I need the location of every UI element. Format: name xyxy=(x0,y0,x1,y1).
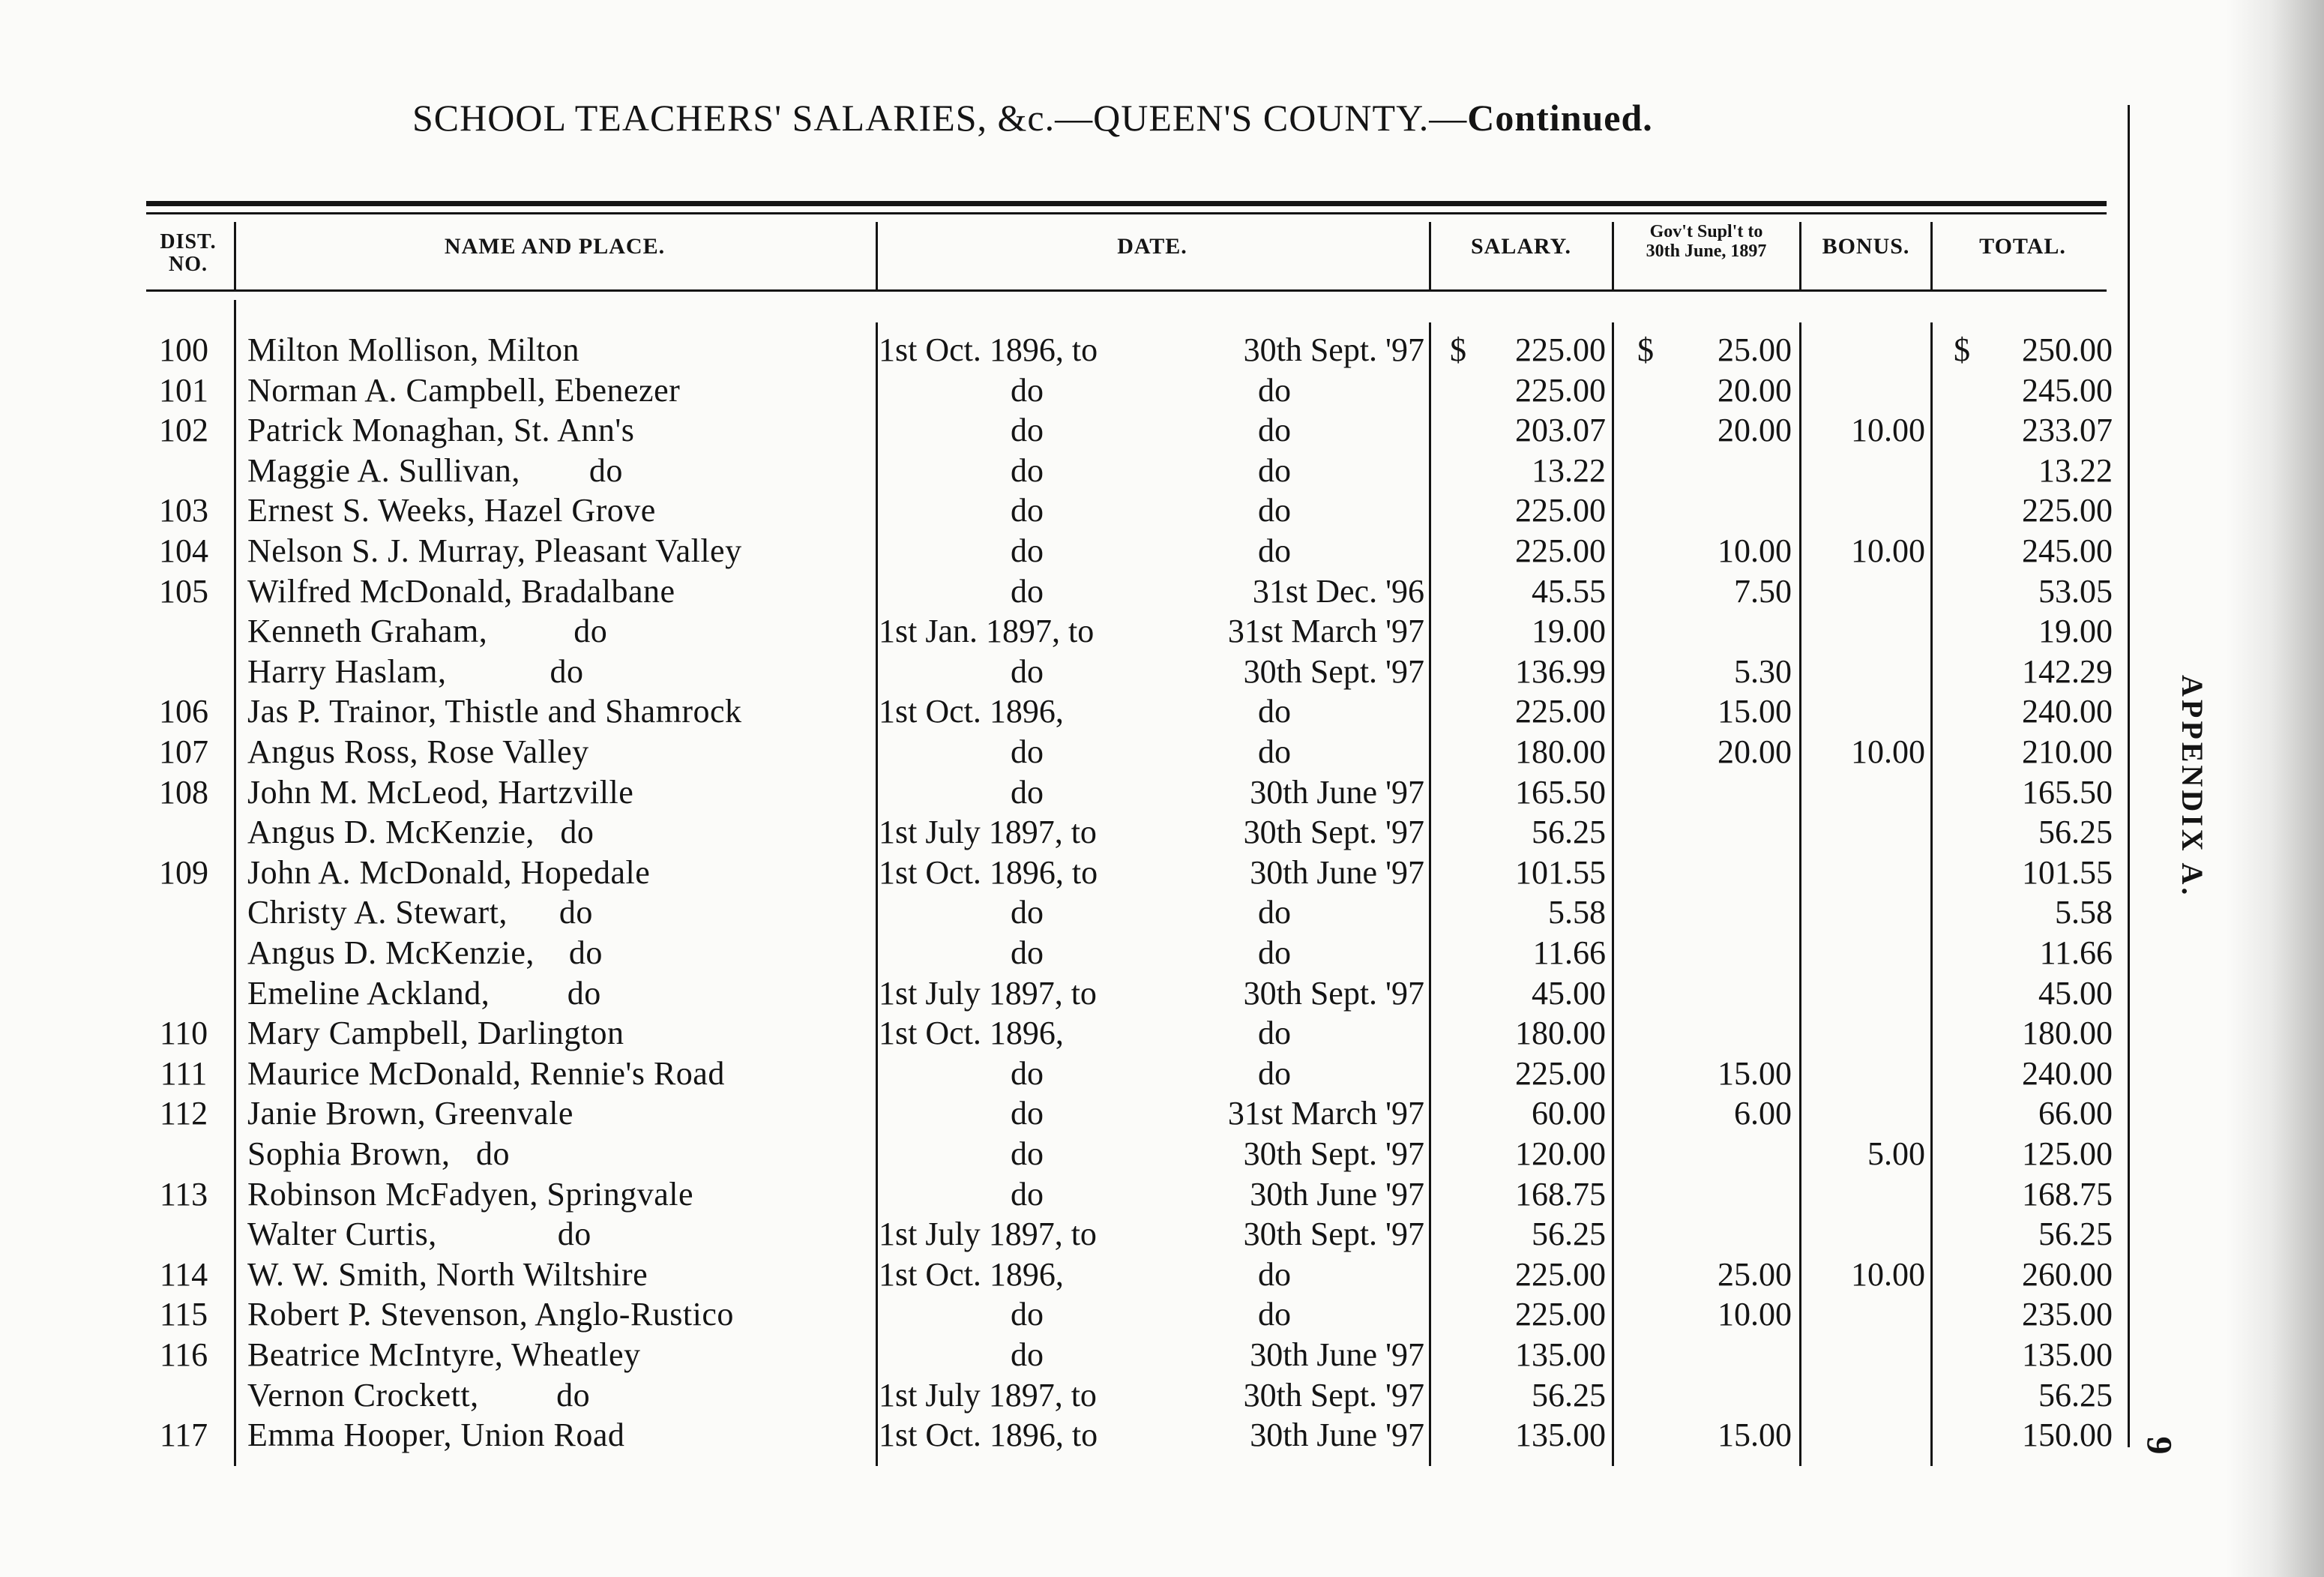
dist-no-cell xyxy=(146,611,221,652)
bonus-cell xyxy=(1799,451,1925,491)
table-row xyxy=(0,611,2324,652)
header-gov-line1: Gov't Supl't to xyxy=(1649,222,1763,241)
table-row xyxy=(0,410,2324,451)
total-cell: 245.00 xyxy=(2022,532,2113,569)
salary-cell: 225.00 xyxy=(1515,1256,1606,1293)
salary-cell: 225.00 xyxy=(1515,532,1606,569)
date-end-cell: 30th Sept. '97 xyxy=(1243,814,1424,850)
name-place-cell: Angus D. McKenzie, do xyxy=(247,814,594,850)
table-row xyxy=(0,370,2324,411)
dist-no-cell xyxy=(146,1214,221,1255)
name-place-cell: Robinson McFadyen, Springvale xyxy=(247,1176,694,1213)
name-place-cell: Walter Curtis, do xyxy=(247,1216,591,1252)
date-end-cell: 30th Sept. '97 xyxy=(1243,653,1424,690)
header-dist-line2: NO. xyxy=(169,253,208,276)
date-start-cell: do xyxy=(1011,1055,1044,1092)
header-bonus: BONUS. xyxy=(1822,234,1910,259)
bonus-cell xyxy=(1799,1174,1925,1215)
salary-cell: 168.75 xyxy=(1515,1176,1606,1213)
gov-suppl-cell xyxy=(1612,451,1792,491)
salary-cell: 203.07 xyxy=(1515,412,1606,448)
gov-suppl-cell xyxy=(1612,1174,1792,1215)
total-cell: 125.00 xyxy=(2022,1135,2113,1172)
salary-cell: 225.00 xyxy=(1515,492,1606,529)
date-end-cell: 30th June '97 xyxy=(1250,854,1424,891)
total-cell: 240.00 xyxy=(2022,1055,2113,1092)
table-row xyxy=(0,1375,2324,1416)
date-end-cell: do xyxy=(1258,1296,1291,1333)
top-rule-thick xyxy=(146,201,2107,206)
bonus-cell: 5.00 xyxy=(1867,1135,1925,1172)
date-end-cell: do xyxy=(1258,693,1291,730)
date-end-cell: do xyxy=(1258,492,1291,529)
date-end-cell: do xyxy=(1258,532,1291,569)
name-place-cell: John A. McDonald, Hopedale xyxy=(247,854,651,891)
salary-cell: 135.00 xyxy=(1515,1336,1606,1373)
gov-suppl-cell xyxy=(1612,973,1792,1014)
name-place-cell: Maggie A. Sullivan, do xyxy=(247,452,623,489)
gov-suppl-cell: 15.00 xyxy=(1718,693,1792,730)
bonus-cell xyxy=(1799,571,1925,612)
bonus-cell xyxy=(1799,772,1925,813)
currency-total: $ xyxy=(1954,331,1970,368)
date-end-cell: do xyxy=(1258,934,1291,971)
dist-no-cell: 117 xyxy=(159,1417,208,1453)
header-name-place: NAME AND PLACE. xyxy=(444,234,666,259)
date-end-cell: do xyxy=(1258,733,1291,770)
table-row xyxy=(0,1134,2324,1174)
total-cell: 135.00 xyxy=(2022,1336,2113,1373)
bonus-cell: 10.00 xyxy=(1851,733,1925,770)
header-gov-line2: 30th June, 1897 xyxy=(1646,241,1767,261)
salary-cell: 60.00 xyxy=(1532,1095,1606,1132)
gov-suppl-cell xyxy=(1612,772,1792,813)
gov-suppl-cell xyxy=(1612,933,1792,973)
bonus-cell xyxy=(1799,611,1925,652)
table-row xyxy=(0,853,2324,893)
dist-no-cell: 112 xyxy=(159,1095,208,1132)
salary-cell: 180.00 xyxy=(1515,733,1606,770)
date-start-cell: 1st Oct. 1896, to xyxy=(879,1417,1098,1453)
table-row xyxy=(0,691,2324,732)
total-cell: 260.00 xyxy=(2022,1256,2113,1293)
name-place-cell: John M. McLeod, Hartzville xyxy=(247,774,634,811)
total-cell: 233.07 xyxy=(2022,412,2113,448)
gov-suppl-cell xyxy=(1612,812,1792,853)
table-row xyxy=(0,1093,2324,1134)
date-end-cell: do xyxy=(1258,372,1291,409)
date-start-cell: do xyxy=(1011,412,1044,448)
date-start-cell: do xyxy=(1011,894,1044,931)
name-place-cell: Janie Brown, Greenvale xyxy=(247,1095,574,1132)
name-place-cell: Sophia Brown, do xyxy=(247,1135,510,1172)
date-start-cell: 1st Oct. 1896, to xyxy=(879,854,1098,891)
date-end-cell: do xyxy=(1258,894,1291,931)
name-place-cell: Robert P. Stevenson, Anglo-Rustico xyxy=(247,1296,734,1333)
salary-cell: 56.25 xyxy=(1532,1377,1606,1414)
date-start-cell: do xyxy=(1011,532,1044,569)
date-start-cell: do xyxy=(1011,653,1044,690)
salary-cell: 45.00 xyxy=(1532,975,1606,1012)
dist-no-cell: 108 xyxy=(159,774,208,811)
dist-no-cell xyxy=(146,451,221,491)
date-end-cell: do xyxy=(1258,1256,1291,1293)
header-bottom-rule xyxy=(146,289,2107,292)
dist-no-cell: 100 xyxy=(159,331,208,368)
bonus-cell xyxy=(1799,1054,1925,1094)
total-cell: 150.00 xyxy=(2022,1417,2113,1453)
table-row xyxy=(0,571,2324,612)
salary-cell: 45.55 xyxy=(1532,573,1606,610)
bonus-cell: 10.00 xyxy=(1851,412,1925,448)
date-end-cell: do xyxy=(1258,1015,1291,1051)
name-place-cell: Vernon Crockett, do xyxy=(247,1377,591,1414)
gov-suppl-cell: 10.00 xyxy=(1718,532,1792,569)
date-end-cell: 30th June '97 xyxy=(1250,1417,1424,1453)
date-end-cell: 31st Dec. '96 xyxy=(1252,573,1424,610)
dist-no-cell: 113 xyxy=(159,1176,208,1213)
table-row xyxy=(0,812,2324,853)
dist-no-cell: 107 xyxy=(159,733,208,770)
total-cell: 180.00 xyxy=(2022,1015,2113,1051)
gov-suppl-cell xyxy=(1612,1134,1792,1174)
total-cell: 165.50 xyxy=(2022,774,2113,811)
dist-no-cell: 105 xyxy=(159,573,208,610)
bonus-cell xyxy=(1799,933,1925,973)
date-end-cell: 30th June '97 xyxy=(1250,1336,1424,1373)
gov-suppl-cell xyxy=(1612,1335,1792,1375)
dist-no-cell: 115 xyxy=(159,1296,208,1333)
total-cell: 240.00 xyxy=(2022,693,2113,730)
bonus-cell: 10.00 xyxy=(1851,532,1925,569)
header-date: DATE. xyxy=(1117,234,1187,259)
total-cell: 5.58 xyxy=(2055,894,2113,931)
date-start-cell: do xyxy=(1011,492,1044,529)
dist-no-cell xyxy=(146,933,221,973)
name-place-cell: Kenneth Graham, do xyxy=(247,613,608,649)
dist-no-cell: 116 xyxy=(159,1336,208,1373)
date-start-cell: do xyxy=(1011,1296,1044,1333)
gov-suppl-cell: 15.00 xyxy=(1718,1055,1792,1092)
date-start-cell: do xyxy=(1011,1176,1044,1213)
date-start-cell: 1st July 1897, to xyxy=(879,1377,1097,1414)
page-title xyxy=(412,96,1874,139)
date-start-cell: do xyxy=(1011,934,1044,971)
salary-cell: 225.00 xyxy=(1515,693,1606,730)
table-row xyxy=(0,531,2324,571)
name-place-cell: Emma Hooper, Union Road xyxy=(247,1417,625,1453)
dist-no-cell: 104 xyxy=(159,532,208,569)
bonus-cell xyxy=(1799,1294,1925,1335)
bonus-cell xyxy=(1799,370,1925,411)
total-cell: 13.22 xyxy=(2038,452,2113,489)
total-cell: 235.00 xyxy=(2022,1296,2113,1333)
date-end-cell: 30th Sept. '97 xyxy=(1243,331,1424,368)
total-cell: 101.55 xyxy=(2022,854,2113,891)
gov-suppl-cell xyxy=(1612,853,1792,893)
bonus-cell xyxy=(1799,853,1925,893)
gov-suppl-cell xyxy=(1612,1375,1792,1416)
date-start-cell: 1st Jan. 1897, to xyxy=(879,613,1095,649)
date-start-cell: do xyxy=(1011,372,1044,409)
currency-salary: $ xyxy=(1450,331,1466,368)
salary-cell: 136.99 xyxy=(1515,653,1606,690)
table-row xyxy=(0,1415,2324,1456)
table-row xyxy=(0,1294,2324,1335)
table-row xyxy=(0,892,2324,933)
bonus-cell xyxy=(1799,1214,1925,1255)
salary-cell: 225.00 xyxy=(1515,1055,1606,1092)
date-end-cell: 30th Sept. '97 xyxy=(1243,975,1424,1012)
gov-suppl-cell: 15.00 xyxy=(1718,1417,1792,1453)
table-row xyxy=(0,1054,2324,1094)
dist-no-cell: 101 xyxy=(159,372,208,409)
header-salary: SALARY. xyxy=(1470,234,1572,259)
dist-no-cell: 114 xyxy=(159,1256,208,1293)
bonus-cell xyxy=(1799,1375,1925,1416)
name-place-cell: Emeline Ackland, do xyxy=(247,975,601,1012)
name-place-cell: Beatrice McIntyre, Wheatley xyxy=(247,1336,641,1373)
total-cell: 53.05 xyxy=(2038,573,2113,610)
name-place-cell: Maurice McDonald, Rennie's Road xyxy=(247,1055,725,1092)
gov-suppl-cell xyxy=(1612,611,1792,652)
total-cell: 11.66 xyxy=(2039,934,2113,971)
col-sep-date xyxy=(1429,222,1431,289)
salary-cell: 5.58 xyxy=(1548,894,1606,931)
date-start-cell: do xyxy=(1011,1336,1044,1373)
salary-cell: 56.25 xyxy=(1532,1216,1606,1252)
name-place-cell: Patrick Monaghan, St. Ann's xyxy=(247,412,635,448)
bonus-cell xyxy=(1799,691,1925,732)
date-end-cell: 30th Sept. '97 xyxy=(1243,1377,1424,1414)
total-cell: 250.00 xyxy=(2022,331,2113,368)
salary-cell: 13.22 xyxy=(1532,452,1606,489)
date-start-cell: do xyxy=(1011,774,1044,811)
dist-no-cell xyxy=(146,812,221,853)
salary-cell: 180.00 xyxy=(1515,1015,1606,1051)
date-start-cell: 1st Oct. 1896, xyxy=(879,1256,1064,1293)
date-start-cell: 1st July 1897, to xyxy=(879,975,1097,1012)
gov-suppl-cell: 20.00 xyxy=(1718,372,1792,409)
table-row xyxy=(0,1174,2324,1215)
dist-no-cell: 106 xyxy=(159,693,208,730)
table-row xyxy=(0,652,2324,692)
bonus-cell xyxy=(1799,490,1925,531)
bonus-cell xyxy=(1799,330,1925,370)
name-place-cell: Harry Haslam, do xyxy=(247,653,584,690)
total-cell: 245.00 xyxy=(2022,372,2113,409)
table-row xyxy=(0,1013,2324,1054)
table-row xyxy=(0,490,2324,531)
bonus-cell xyxy=(1799,1093,1925,1134)
gov-suppl-cell: 25.00 xyxy=(1718,331,1792,368)
date-start-cell: do xyxy=(1011,1135,1044,1172)
bonus-cell xyxy=(1799,892,1925,933)
date-start-cell: 1st July 1897, to xyxy=(879,1216,1097,1252)
gov-suppl-cell: 6.00 xyxy=(1734,1095,1792,1132)
total-cell: 56.25 xyxy=(2038,1377,2113,1414)
gov-suppl-cell xyxy=(1612,1214,1792,1255)
page-number: 9 xyxy=(2139,1436,2179,1455)
salary-cell: 101.55 xyxy=(1515,854,1606,891)
gov-suppl-cell: 20.00 xyxy=(1718,412,1792,448)
total-cell: 19.00 xyxy=(2038,613,2113,649)
dist-no-cell: 110 xyxy=(159,1015,208,1051)
bonus-cell xyxy=(1799,812,1925,853)
salary-cell: 225.00 xyxy=(1515,372,1606,409)
total-cell: 168.75 xyxy=(2022,1176,2113,1213)
table-row xyxy=(0,1335,2324,1375)
dist-no-cell: 102 xyxy=(159,412,208,448)
date-end-cell: 31st March '97 xyxy=(1227,1095,1424,1132)
date-end-cell: 30th June '97 xyxy=(1250,1176,1424,1213)
dist-no-cell xyxy=(146,1375,221,1416)
date-start-cell: 1st July 1897, to xyxy=(879,814,1097,850)
date-end-cell: 30th Sept. '97 xyxy=(1243,1135,1424,1172)
dist-no-cell xyxy=(146,892,221,933)
date-end-cell: 30th Sept. '97 xyxy=(1243,1216,1424,1252)
date-end-cell: 31st March '97 xyxy=(1227,613,1424,649)
gov-suppl-cell: 10.00 xyxy=(1718,1296,1792,1333)
bonus-cell: 10.00 xyxy=(1851,1256,1925,1293)
date-end-cell: do xyxy=(1258,452,1291,489)
table-row xyxy=(0,772,2324,813)
date-start-cell: 1st Oct. 1896, to xyxy=(879,331,1098,368)
name-place-cell: W. W. Smith, North Wiltshire xyxy=(247,1256,648,1293)
title-continued: Continued. xyxy=(1467,97,1653,139)
top-rule-thin xyxy=(146,212,2107,214)
salary-cell: 225.00 xyxy=(1515,1296,1606,1333)
name-place-cell: Nelson S. J. Murray, Pleasant Valley xyxy=(247,532,742,569)
date-start-cell: 1st Oct. 1896, xyxy=(879,1015,1064,1051)
total-cell: 56.25 xyxy=(2038,1216,2113,1252)
gov-suppl-cell: 5.30 xyxy=(1734,653,1792,690)
date-start-cell: 1st Oct. 1896, xyxy=(879,693,1064,730)
name-place-cell: Angus D. McKenzie, do xyxy=(247,934,603,971)
table-row xyxy=(0,330,2324,370)
date-start-cell: do xyxy=(1011,573,1044,610)
dist-no-cell xyxy=(146,973,221,1014)
table-row xyxy=(0,451,2324,491)
bonus-cell xyxy=(1799,652,1925,692)
salary-cell: 135.00 xyxy=(1515,1417,1606,1453)
gov-suppl-cell: 7.50 xyxy=(1734,573,1792,610)
salary-cell: 19.00 xyxy=(1532,613,1606,649)
col-sep-salary xyxy=(1612,222,1614,289)
gov-suppl-cell xyxy=(1612,892,1792,933)
bonus-cell xyxy=(1799,1013,1925,1054)
table-row xyxy=(0,732,2324,772)
total-cell: 66.00 xyxy=(2038,1095,2113,1132)
col-sep-name xyxy=(876,222,878,289)
header-total: TOTAL. xyxy=(1979,234,2066,259)
name-place-cell: Jas P. Trainor, Thistle and Shamrock xyxy=(247,693,742,730)
currency-gov: $ xyxy=(1637,331,1654,368)
name-place-cell: Mary Campbell, Darlington xyxy=(247,1015,624,1051)
date-start-cell: do xyxy=(1011,733,1044,770)
salary-cell: 165.50 xyxy=(1515,774,1606,811)
date-end-cell: 30th June '97 xyxy=(1250,774,1424,811)
total-cell: 45.00 xyxy=(2038,975,2113,1012)
date-end-cell: do xyxy=(1258,412,1291,448)
dist-no-cell xyxy=(146,1134,221,1174)
col-sep-gov xyxy=(1799,222,1801,289)
gov-suppl-cell xyxy=(1612,490,1792,531)
salary-cell: 120.00 xyxy=(1515,1135,1606,1172)
total-cell: 210.00 xyxy=(2022,733,2113,770)
title-main: SCHOOL TEACHERS' SALARIES, &c.—QUEEN'S COUNTY.— xyxy=(412,97,1468,139)
total-cell: 56.25 xyxy=(2038,814,2113,850)
date-end-cell: do xyxy=(1258,1055,1291,1092)
name-place-cell: Angus Ross, Rose Valley xyxy=(247,733,589,770)
date-start-cell: do xyxy=(1011,1095,1044,1132)
bonus-cell xyxy=(1799,1335,1925,1375)
total-cell: 225.00 xyxy=(2022,492,2113,529)
header-dist-no xyxy=(146,231,230,276)
table-row xyxy=(0,933,2324,973)
gov-suppl-cell: 20.00 xyxy=(1718,733,1792,770)
header-gov-suppl xyxy=(1615,222,1798,261)
salary-cell: 225.00 xyxy=(1515,331,1606,368)
total-cell: 142.29 xyxy=(2022,653,2113,690)
gov-suppl-cell: 25.00 xyxy=(1718,1256,1792,1293)
header-dist-line1: DIST. xyxy=(160,230,217,253)
name-place-cell: Milton Mollison, Milton xyxy=(247,331,580,368)
dist-no-cell: 111 xyxy=(160,1055,208,1092)
gov-suppl-cell xyxy=(1612,1013,1792,1054)
salary-cell: 56.25 xyxy=(1532,814,1606,850)
bonus-cell xyxy=(1799,1415,1925,1456)
dist-no-cell xyxy=(146,652,221,692)
bonus-cell xyxy=(1799,973,1925,1014)
salary-cell: 11.66 xyxy=(1532,934,1606,971)
name-place-cell: Wilfred McDonald, Bradalbane xyxy=(247,573,675,610)
dist-no-cell: 109 xyxy=(159,854,208,891)
table-row xyxy=(0,973,2324,1014)
appendix-label: APPENDIX A. xyxy=(2176,675,2209,898)
name-place-cell: Ernest S. Weeks, Hazel Grove xyxy=(247,492,656,529)
name-place-cell: Norman A. Campbell, Ebenezer xyxy=(247,372,681,409)
name-place-cell: Christy A. Stewart, do xyxy=(247,894,593,931)
table-row xyxy=(0,1214,2324,1255)
date-start-cell: do xyxy=(1011,452,1044,489)
table-row xyxy=(0,1255,2324,1295)
dist-no-cell: 103 xyxy=(159,492,208,529)
